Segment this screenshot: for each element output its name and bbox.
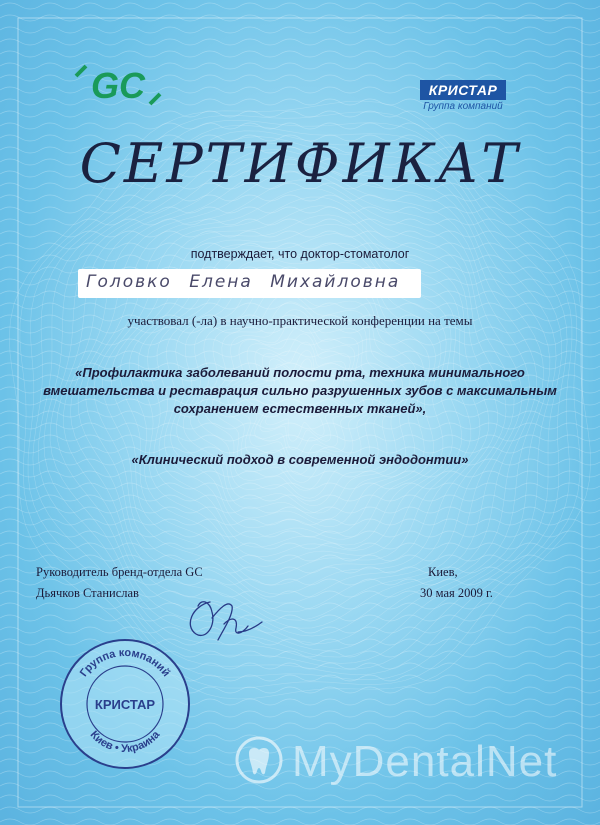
seal-center-text: КРИСТАР (94, 697, 156, 712)
confirms-text: подтверждает, что доктор-стоматолог (190, 247, 410, 261)
kristar-logo-name: КРИСТАР (420, 80, 506, 100)
place-date-block (420, 562, 540, 604)
watermark (292, 735, 592, 795)
seal-top-text: Группа компаний (77, 646, 173, 680)
signatory-position: Руководитель бренд-отдела GC (36, 565, 203, 579)
watermark-text: MyDentalNet (292, 737, 558, 786)
kristar-seal (55, 634, 195, 774)
gc-logo (72, 62, 164, 108)
seal-bottom-text: Киев • Украина (87, 728, 163, 756)
kristar-logo-sub: Группа компаний (423, 101, 503, 112)
participated-text: участвовал (-ла) в научно-практической конференции на темы (127, 313, 473, 328)
kristar-logo (420, 80, 506, 112)
conference-topic-2: «Клинический подход в современной эндодонтии» (131, 452, 469, 467)
city: Киев, (428, 565, 458, 579)
signatory-name: Дьячков Станислав (36, 586, 139, 600)
watermark-tooth-icon (234, 735, 284, 785)
recipient-name: Головко Елена Михайловна (86, 272, 401, 292)
date: 30 мая 2009 г. (420, 586, 493, 600)
conference-topic-1: «Профилактика заболеваний полости рта, техника минимального вмешательства и реставрация сильно разрушенных зубов с максимальным сохранением естественных тканей», (43, 365, 557, 416)
certificate-title: СЕРТИФИКАТ (79, 132, 521, 195)
gc-logo-text: GC (91, 65, 145, 106)
